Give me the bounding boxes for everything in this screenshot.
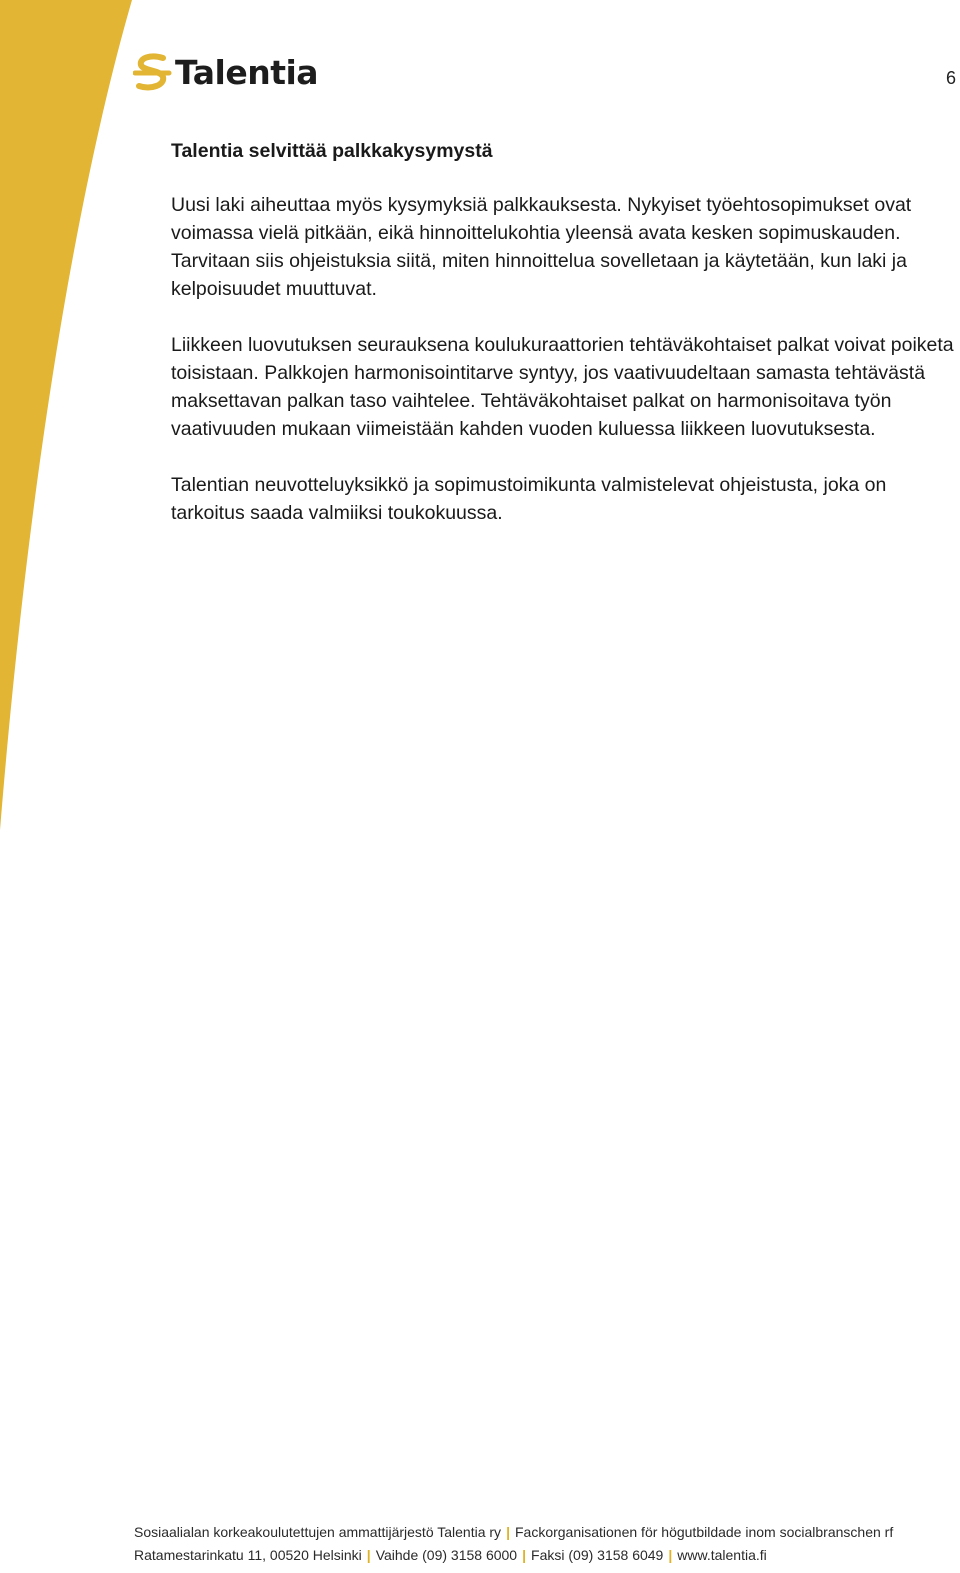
footer-separator: | [506, 1524, 510, 1540]
paragraph-1: Uusi laki aiheuttaa myös kysymyksiä palkkauksesta. Nykyiset työehtosopimukset ovat voimassa vielä pitkään, eikä hinnoittelukohtia yleensä avata kesken sopimuskauden. Tarvitaan siis ohjeistuksia siitä, miten hinnoittelua sovelletaan ja käytetään, kun laki ja kelpoisuudet muuttuvat. [171, 194, 912, 300]
footer-website-link[interactable]: www.talentia.fi [677, 1547, 767, 1563]
paragraph-3: Talentian neuvotteluyksikkö ja sopimustoimikunta valmistelevat ohjeistusta, joka on tarkoitus saada valmiiksi toukokuussa. [171, 474, 887, 524]
talentia-logo-mark-icon [133, 52, 173, 94]
footer-phone: Vaihde (09) 3158 6000 [375, 1547, 518, 1563]
footer-org-fi: Sosiaalialan korkeakoulutettujen ammattijärjestö Talentia ry [134, 1524, 502, 1540]
footer-fax: Faksi (09) 3158 6049 [531, 1547, 664, 1563]
document-body [171, 137, 955, 555]
page-footer [134, 1521, 893, 1567]
footer-separator: | [522, 1547, 527, 1563]
footer-org-sv: Fackorganisationen för högutbildade inom socialbranschen rf [514, 1524, 894, 1540]
decorative-swoosh [0, 0, 140, 830]
logo-wordmark: Talentia [175, 53, 319, 92]
talentia-logo [133, 52, 318, 94]
footer-address: Ratamestarinkatu 11, 00520 Helsinki [134, 1547, 362, 1563]
section-heading: Talentia selvittää palkkakysymystä [171, 140, 493, 162]
footer-line-2 [134, 1544, 893, 1567]
page-number: 6 [945, 68, 956, 88]
footer-separator: | [366, 1547, 371, 1563]
footer-separator: | [668, 1547, 673, 1563]
footer-line-1 [134, 1521, 893, 1544]
paragraph-2: Liikkeen luovutuksen seurauksena koulukuraattorien tehtäväkohtaiset palkat voivat poiketa toisistaan. Palkkojen harmonisointitarve syntyy, jos vaativuudeltaan samasta tehtävästä maksettavan palkan taso vaihtelee. Tehtäväkohtaiset palkat on harmonisoitava työn vaativuuden mukaan viimeistään kahden vuoden kuluessa liikkeen luovutuksesta. [171, 334, 954, 440]
